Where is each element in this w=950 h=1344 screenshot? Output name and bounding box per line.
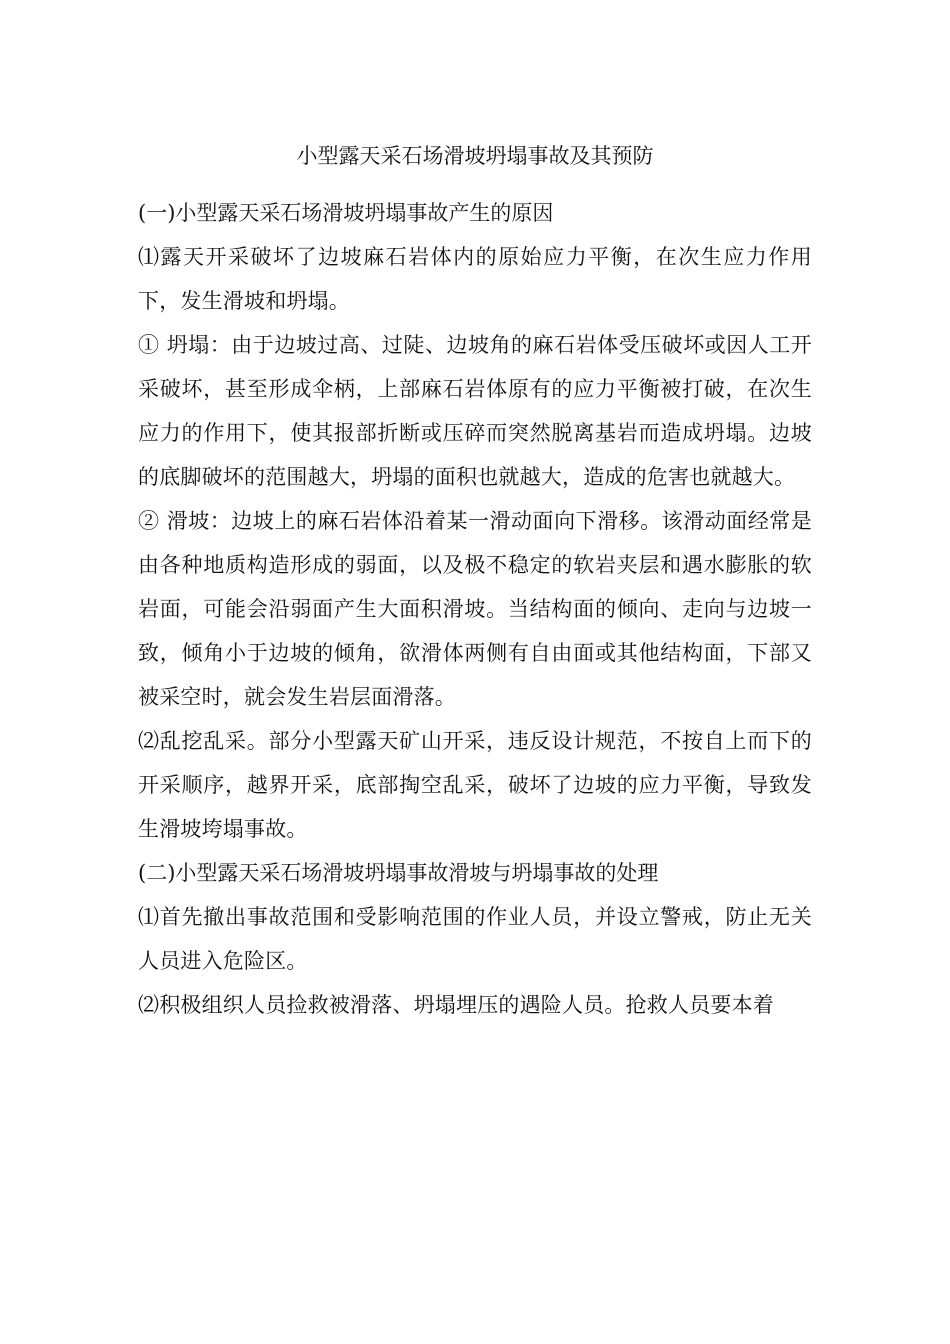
section-heading-handling: (二)小型露天采石场滑坡坍塌事故滑坡与坍塌事故的处理 xyxy=(138,861,659,885)
paragraph-collapse: ① 坍塌：由于边坡过高、过陡、边坡角的麻石岩体受压破坏或因人工开采破坏，甚至形成伞柄，上部麻石岩体原有的应力平衡被打破，在次生应力的作用下，使其报部折断或压碎而突然脱离基岩而造成坍塌。边坡的底脚破坏的范围越大，坍塌的面积也就越大，造成的危害也就越大。 xyxy=(138,333,812,489)
paragraph-stress-balance: ⑴露天开采破坏了边坡麻石岩体内的原始应力平衡，在次生应力作用下，发生滑坡和坍塌。 xyxy=(138,245,812,313)
paragraph-illegal-mining: ⑵乱挖乱采。部分小型露天矿山开采，违反设计规范，不按自上而下的开采顺序，越界开采，底部掏空乱采，破坏了边坡的应力平衡，导致发生滑坡垮塌事故。 xyxy=(138,729,812,841)
paragraph-evacuate: ⑴首先撤出事故范围和受影响范围的作业人员，并设立警戒，防止无关人员进入危险区。 xyxy=(138,905,812,973)
document-body xyxy=(138,191,812,1027)
paragraph-rescue: ⑵积极组织人员捡救被滑落、坍塌埋压的遇险人员。抢救人员要本着 xyxy=(138,993,774,1017)
document-title: 小型露天采石场滑坡坍塌事故及其预防 xyxy=(296,144,654,168)
paragraph-landslide: ② 滑坡：边坡上的麻石岩体沿着某一滑动面向下滑移。该滑动面经常是由各种地质构造形成的弱面，以及极不稳定的软岩夹层和遇水膨胀的软岩面，可能会沿弱面产生大面积滑坡。当结构面的倾向、走向与边坡一致，倾角小于边坡的倾角，欲滑体两侧有自由面或其他结构面，下部又被采空时，就会发生岩层面滑落。 xyxy=(138,509,812,709)
section-heading-causes: (一)小型露天采石场滑坡坍塌事故产生的原因 xyxy=(138,201,554,225)
